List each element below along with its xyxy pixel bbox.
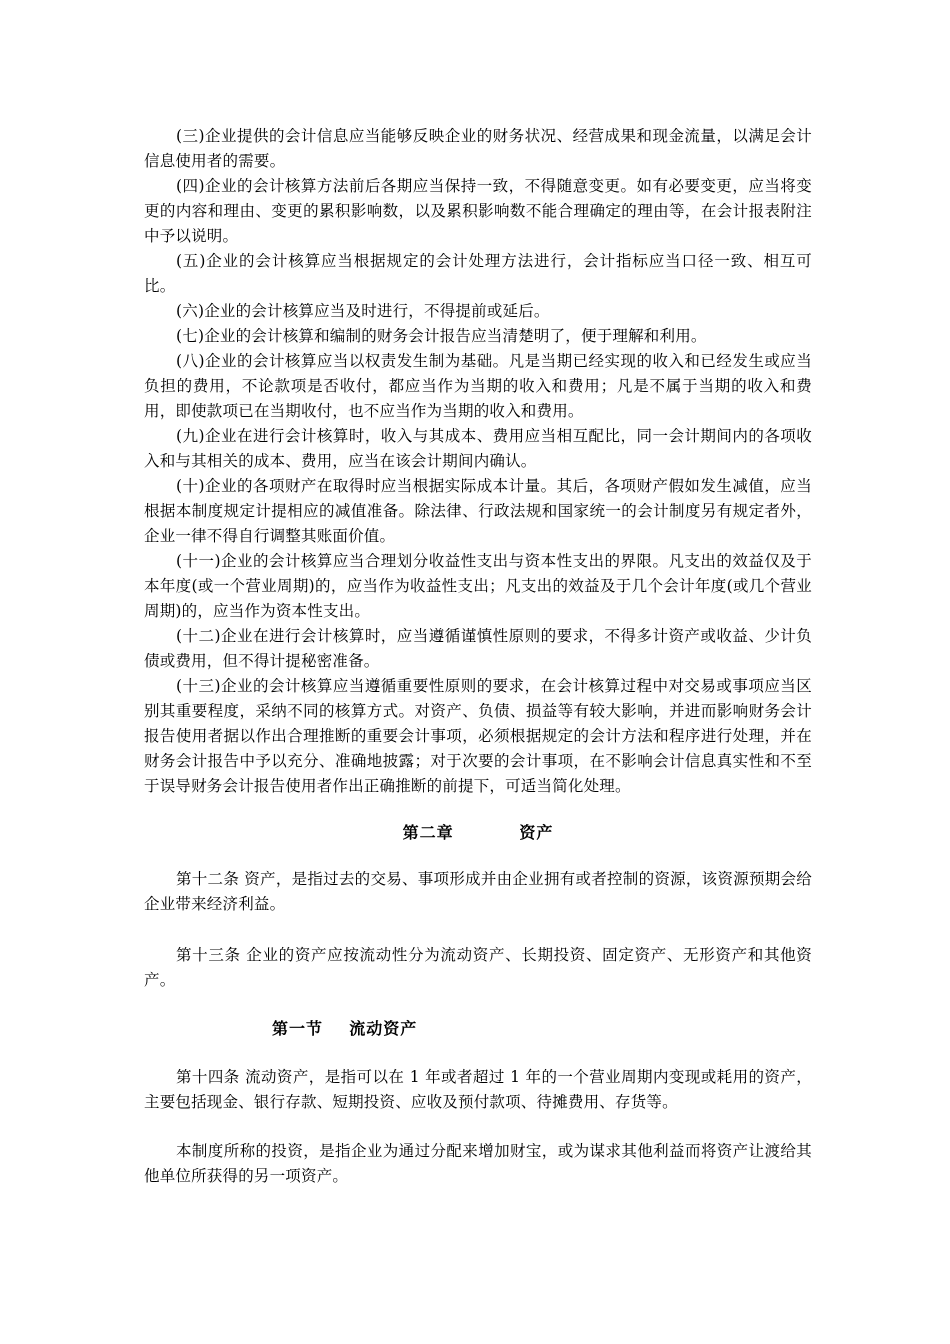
- article-13: 第十三条 企业的资产应按流动性分为流动资产、长期投资、固定资产、无形资产和其他资产。: [144, 946, 812, 989]
- principle-paragraph-6: (六)企业的会计核算应当及时进行，不得提前或延后。: [176, 302, 550, 320]
- principle-paragraph-12: (十二)企业在进行会计核算时，应当遵循谨慎性原则的要求，不得多计资产或收益、少计负债或费用，但不得计提秘密准备。: [144, 627, 812, 670]
- article-12: 第十二条 资产，是指过去的交易、事项形成并由企业拥有或者控制的资源，该资源预期会给企业带来经济利益。: [144, 870, 812, 913]
- investment-definition: 本制度所称的投资，是指企业为通过分配来增加财宝，或为谋求其他利益而将资产让渡给其他单位所获得的另一项资产。: [144, 1142, 812, 1185]
- principle-paragraph-8: (八)企业的会计核算应当以权责发生制为基础。凡是当期已经实现的收入和已经发生或应当负担的费用，不论款项是否收付，都应当作为当期的收入和费用；凡是不属于当期的收入和费用，即使款项已在当期收付，也不应当作为当期的收入和费用。: [144, 352, 812, 420]
- section-heading: 第一节 流动资产: [272, 1019, 418, 1038]
- principle-paragraph-4: (四)企业的会计核算方法前后各期应当保持一致，不得随意变更。如有必要变更，应当将变更的内容和理由、变更的累积影响数，以及累积影响数不能合理确定的理由等，在会计报表附注中予以说明。: [144, 177, 812, 245]
- principle-paragraph-10: (十)企业的各项财产在取得时应当根据实际成本计量。其后，各项财产假如发生减值，应当根据本制度规定计提相应的减值准备。除法律、行政法规和国家统一的会计制度另有规定者外，企业一律不得自行调整其账面价值。: [144, 477, 812, 545]
- principle-paragraph-9: (九)企业在进行会计核算时，收入与其成本、费用应当相互配比，同一会计期间内的各项收入和与其相关的成本、费用，应当在该会计期间内确认。: [144, 427, 812, 470]
- principle-paragraph-7: (七)企业的会计核算和编制的财务会计报告应当清楚明了，便于理解和利用。: [176, 327, 707, 345]
- principle-paragraph-11: (十一)企业的会计核算应当合理划分收益性支出与资本性支出的界限。凡支出的效益仅及于本年度(或一个营业周期)的，应当作为收益性支出；凡支出的效益及于几个会计年度(或几个营业周期)的，应当作为资本性支出。: [144, 552, 812, 620]
- principle-paragraph-13: (十三)企业的会计核算应当遵循重要性原则的要求，在会计核算过程中对交易或事项应当区别其重要程度，采纳不同的核算方式。对资产、负债、损益等有较大影响，并进而影响财务会计报告使用者据以作出合理推断的重要会计事项，必须根据规定的会计方法和程序进行处理，并在财务会计报告中予以充分、准确地披露；对于次要的会计事项，在不影响会计信息真实性和不至于误导财务会计报告使用者作出正确推断的前提下，可适当简化处理。: [144, 677, 812, 795]
- document-page: [144, 124, 812, 1189]
- article-14: 第十四条 流动资产，是指可以在 1 年或者超过 1 年的一个营业周期内变现或耗用的资产，主要包括现金、银行存款、短期投资、应收及预付款项、待摊费用、存货等。: [144, 1068, 812, 1111]
- chapter-heading: 第二章 资产: [402, 823, 554, 842]
- principle-paragraph-5: (五)企业的会计核算应当根据规定的会计处理方法进行，会计指标应当口径一致、相互可比。: [144, 252, 812, 295]
- principle-paragraph-3: (三)企业提供的会计信息应当能够反映企业的财务状况、经营成果和现金流量，以满足会计信息使用者的需要。: [144, 127, 812, 170]
